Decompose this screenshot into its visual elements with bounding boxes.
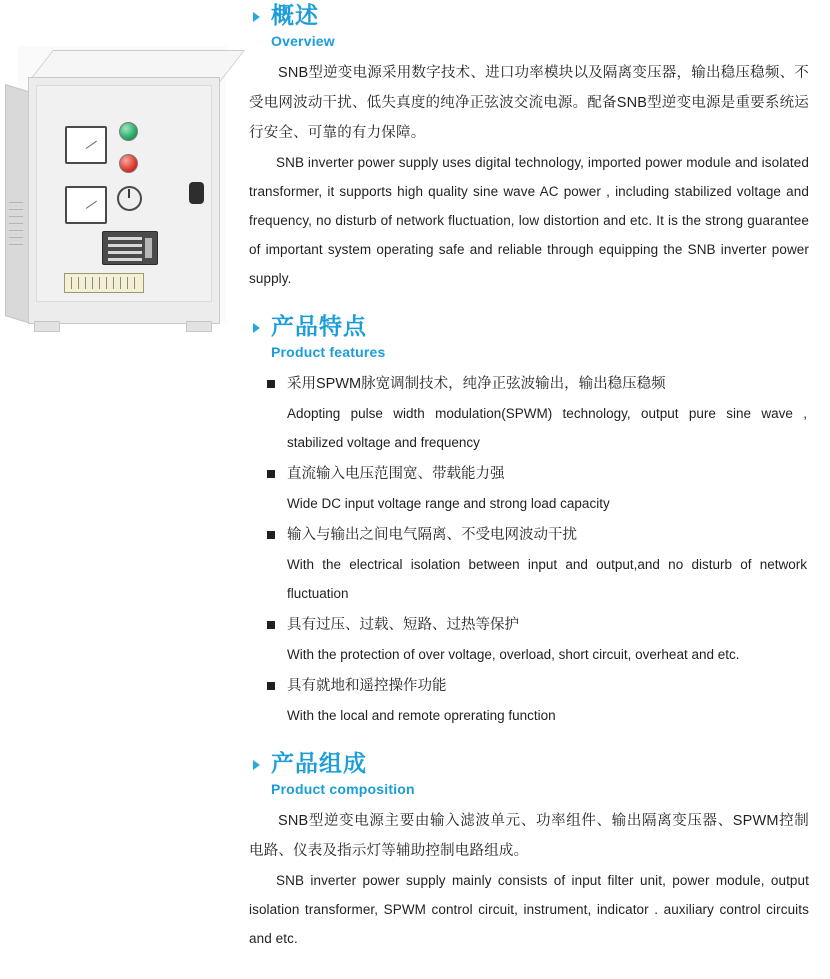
list-item (267, 520, 809, 608)
rotary-switch-knob (117, 186, 142, 211)
section-overview-title-en: Overview (271, 33, 335, 49)
green-indicator-lamp-icon (119, 122, 138, 141)
cabinet-foot-right (186, 321, 212, 332)
feature-list (267, 369, 809, 730)
section-overview-paragraph-cn: SNB型逆变电源采用数字技术、进口功率模块以及隔离变压器，输出稳压稳频、不受电网波动干扰、低失真度的纯净正弦波交流电源。配备SNB型逆变电源是重要系统运行安全、可靠的有力保障。 (249, 65, 809, 141)
control-module (102, 231, 158, 265)
section-features-title-en: Product features (271, 344, 386, 360)
section-overview-heading (249, 0, 809, 52)
cabinet-foot-left (34, 321, 60, 332)
section-product-composition (249, 748, 809, 953)
voltmeter-gauge (65, 126, 107, 164)
feature-text-cn: 采用SPWM脉宽调制技术，纯净正弦波输出，输出稳压稳频 (267, 369, 809, 399)
section-composition-heading (249, 748, 809, 800)
feature-text-cn: 具有就地和遥控操作功能 (267, 671, 809, 701)
feature-text-en: With the local and remote oprerating function (287, 708, 556, 723)
list-item (267, 671, 809, 730)
feature-text-en: With the protection of over voltage, overload, short circuit, overheat and etc. (287, 647, 740, 662)
ventilation-slots-icon (9, 202, 23, 246)
square-bullet-icon (267, 470, 275, 478)
feature-text-en: Wide DC input voltage range and strong load capacity (287, 496, 610, 511)
terminal-block (64, 273, 144, 293)
square-bullet-icon (267, 380, 275, 388)
section-features-heading (249, 311, 809, 363)
door-handle (189, 182, 204, 204)
feature-text-en: With the electrical isolation between input and output,and no disturb of network fluctuation (287, 557, 807, 601)
section-overview-paragraph-en: SNB inverter power supply uses digital technology, imported power module and isolated transformer, it supports high quality sine wave AC power , including stabilized voltage and frequency, no disturb of network fluctuation, low distortion and etc. It is the strong guarantee of important system operating safe and reliable through equipping the SNB inverter power supply. (249, 155, 809, 286)
feature-text-cn: 直流输入电压范围宽、带载能力强 (267, 459, 809, 489)
triangle-bullet-icon (253, 323, 260, 333)
list-item (267, 459, 809, 518)
section-overview (249, 0, 809, 293)
square-bullet-icon (267, 531, 275, 539)
triangle-bullet-icon (253, 760, 260, 770)
list-item (267, 369, 809, 457)
content-column (249, 0, 809, 957)
cabinet-door (36, 85, 212, 302)
list-item (267, 610, 809, 669)
section-composition-title-en: Product composition (271, 781, 415, 797)
feature-text-en: Adopting pulse width modulation(SPWM) technology, output pure sine wave , stabilized voltage and frequency (287, 406, 807, 450)
section-overview-title-cn: 概述 (271, 2, 319, 28)
square-bullet-icon (267, 621, 275, 629)
ammeter-gauge (65, 186, 107, 224)
square-bullet-icon (267, 682, 275, 690)
feature-text-cn: 输入与输出之间电气隔离、不受电网波动干扰 (267, 520, 809, 550)
triangle-bullet-icon (253, 12, 260, 22)
feature-text-cn: 具有过压、过载、短路、过热等保护 (267, 610, 809, 640)
section-composition-paragraph-en: SNB inverter power supply mainly consists of input filter unit, power module, output isolation transformer, SPWM control circuit, instrument, indicator . auxiliary control circuits and etc. (249, 873, 809, 946)
section-composition-paragraph-cn: SNB型逆变电源主要由输入滤波单元、功率组件、输出隔离变压器、SPWM控制电路、仪表及指示灯等辅助控制电路组成。 (249, 813, 809, 859)
section-composition-title-cn: 产品组成 (271, 750, 367, 776)
red-indicator-lamp-icon (119, 154, 138, 173)
product-image (0, 30, 250, 330)
section-features-title-cn: 产品特点 (271, 313, 367, 339)
section-product-features (249, 311, 809, 730)
